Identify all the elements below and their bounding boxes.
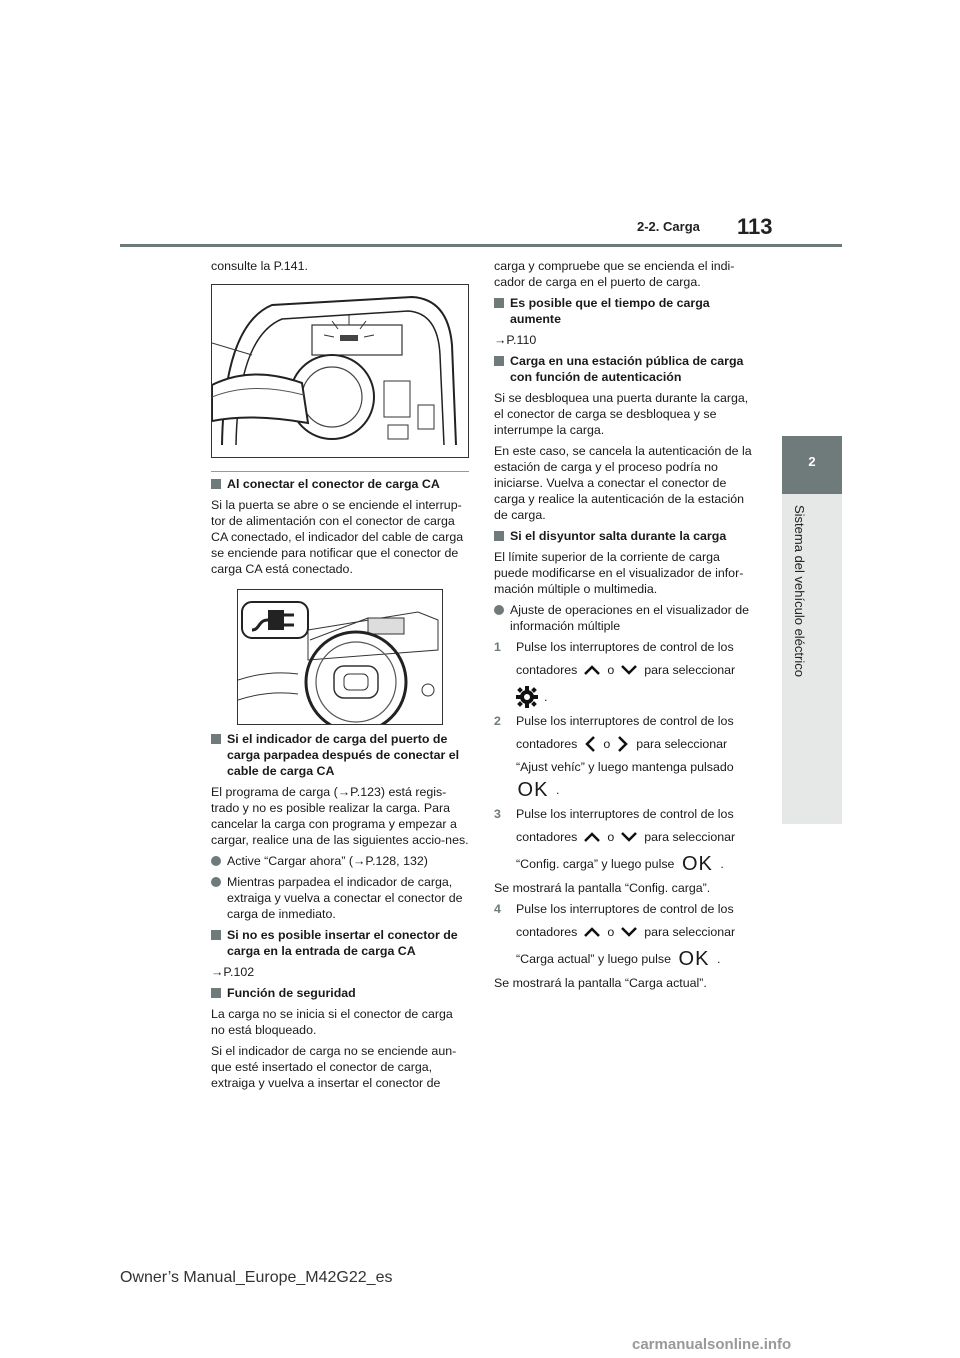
gear-icon xyxy=(516,686,538,708)
charging-port-illustration xyxy=(211,284,469,458)
ok-icon: OK xyxy=(681,853,713,875)
step-text: . xyxy=(716,952,721,966)
paragraph-ac-connector: Si la puerta se abre o se enciende el interrup-tor de alimentación con el conector de carga CA conectado, el indicador del cable de carga se enciende para notificar que el conector de carga CA está conectado. xyxy=(211,498,464,576)
step-line xyxy=(516,658,756,682)
step-3 xyxy=(494,806,756,876)
heading-time-increase: Es posible que el tiempo de carga aumente xyxy=(494,295,756,327)
page-number: 113 xyxy=(737,214,773,239)
step-text: contadores xyxy=(516,737,578,751)
header-rule xyxy=(120,244,842,247)
step-text: para seleccionar xyxy=(644,925,736,939)
paragraph-safety-2: Si el indicador de carga no se enciende aun-que esté insertado el conector de carga, extraiga y vuelva a insertar el conector de xyxy=(211,1044,457,1090)
bullet-mid-settings: Ajuste de operaciones en el visualizador de información múltiple xyxy=(494,602,756,634)
step-text: . xyxy=(720,857,724,871)
cockpit-illustration xyxy=(237,589,443,725)
step-line xyxy=(516,732,756,756)
chevron-down-icon xyxy=(620,831,638,843)
paragraph-continued: carga y compruebe que se encienda el indi-cador de carga en el puerto de carga. xyxy=(494,259,735,289)
paragraph-breaker: El límite superior de la corriente de carga puede modificarse en el visualizador de infor-mación múltiple o multimedia. xyxy=(494,550,744,596)
step-text: o xyxy=(607,663,615,677)
step-text: contadores xyxy=(516,925,578,939)
chevron-up-icon xyxy=(583,926,601,938)
heading-safety: Función de seguridad xyxy=(211,985,469,1001)
charging-port-drawing xyxy=(212,285,468,457)
left-column-top xyxy=(211,258,469,279)
step-4 xyxy=(494,901,756,971)
ok-icon: OK xyxy=(678,948,710,970)
step-text: para seleccionar xyxy=(644,663,736,677)
step-line xyxy=(516,852,756,876)
step-1 xyxy=(494,639,756,709)
heading-cannot-insert: Si no es posible insertar el conector de carga en la entrada de carga CA xyxy=(211,927,469,959)
chapter-tab xyxy=(782,436,842,494)
step-line xyxy=(516,947,756,971)
step-text: contadores xyxy=(516,830,578,844)
ref-time-increase: →P.110 xyxy=(494,333,537,347)
step-text: “Carga actual” y luego pulse xyxy=(516,952,671,966)
step-text: para seleccionar xyxy=(636,737,728,751)
ref-cannot-insert: →P.102 xyxy=(211,965,255,979)
step-number: 4 xyxy=(494,902,501,916)
chapter-label: Sistema del vehículo eléctrico xyxy=(792,505,807,677)
chevron-down-icon xyxy=(620,926,638,938)
chevron-left-icon xyxy=(583,735,597,753)
chevron-up-icon xyxy=(583,831,601,843)
paragraph-indicator-blink: El programa de carga (→P.123) está regis-trado y no es posible realizar la carga. Para cancelar la carga con programa y empezar a cargar, realice una de las siguientes accio-nes. xyxy=(211,785,469,847)
left-column-bottom xyxy=(211,731,469,1096)
bullet-reconnect: Mientras parpadea el indicador de carga, extraiga y vuelva a conectar el conector de carga de inmediato. xyxy=(211,874,469,922)
step-text: Pulse los interruptores de control de los xyxy=(516,714,734,728)
paragraph-public-2: En este caso, se cancela la autenticación de la estación de carga y el proceso podría no iniciarse. Vuelva a conectar el conector de carga y realice la autenticación de la estación de carga. xyxy=(494,444,752,522)
step-text: “Config. carga” y luego pulse xyxy=(516,857,675,871)
left-column xyxy=(211,476,469,582)
watermark: carmanualsonline.info xyxy=(632,1336,792,1353)
step-line xyxy=(516,825,756,849)
step-number: 2 xyxy=(494,714,501,728)
step-text: o xyxy=(603,737,611,751)
step-3-result: Se mostrará la pantalla “Config. carga”. xyxy=(494,881,711,895)
heading-indicator-blink: Si el indicador de carga del puerto de carga parpadea después de conectar el cable de carga CA xyxy=(211,731,469,779)
cockpit-drawing xyxy=(238,590,442,724)
heading-breaker: Si el disyuntor salta durante la carga xyxy=(494,528,756,544)
step-text: Pulse los interruptores de control de los xyxy=(516,640,734,654)
paragraph-public-1: Si se desbloquea una puerta durante la carga, el conector de carga se desbloquea y se interrumpe la carga. xyxy=(494,391,749,437)
step-line xyxy=(516,920,756,944)
step-text: o xyxy=(607,925,615,939)
chapter-tab-band xyxy=(782,494,842,824)
heading-ac-connector: Al conectar el conector de carga CA xyxy=(211,476,469,492)
separator xyxy=(211,471,469,472)
step-2 xyxy=(494,713,756,802)
step-number: 3 xyxy=(494,807,501,821)
bullet-charge-now: Active “Cargar ahora” (→P.128, 132) xyxy=(211,853,469,869)
paragraph-safety-1: La carga no se inicia si el conector de carga no está bloqueado. xyxy=(211,1007,453,1037)
chevron-down-icon xyxy=(620,664,638,676)
step-line xyxy=(516,778,756,802)
step-4-result: Se mostrará la pantalla “Carga actual”. xyxy=(494,976,707,990)
step-text: para seleccionar xyxy=(644,830,736,844)
step-text: o xyxy=(607,830,615,844)
chevron-up-icon xyxy=(583,664,601,676)
step-text: “Ajust vehíc” y luego mantenga pulsado xyxy=(516,760,734,774)
chevron-right-icon xyxy=(616,735,630,753)
footer-text: Owner’s Manual_Europe_M42G22_es xyxy=(120,1269,393,1286)
step-text: . xyxy=(556,783,560,797)
step-text: . xyxy=(544,690,548,704)
step-text: Pulse los interruptores de control de los xyxy=(516,902,734,916)
chapter-number: 2 xyxy=(808,454,816,469)
step-text: contadores xyxy=(516,663,578,677)
step-line xyxy=(516,685,756,709)
section-title: 2-2. Carga xyxy=(637,219,700,234)
right-column xyxy=(494,258,756,991)
intro-text: consulte la P.141. xyxy=(211,259,308,273)
ok-icon: OK xyxy=(517,779,549,801)
step-text: Pulse los interruptores de control de los xyxy=(516,807,734,821)
step-number: 1 xyxy=(494,640,501,654)
heading-public-station: Carga en una estación pública de carga con función de autenticación xyxy=(494,353,756,385)
